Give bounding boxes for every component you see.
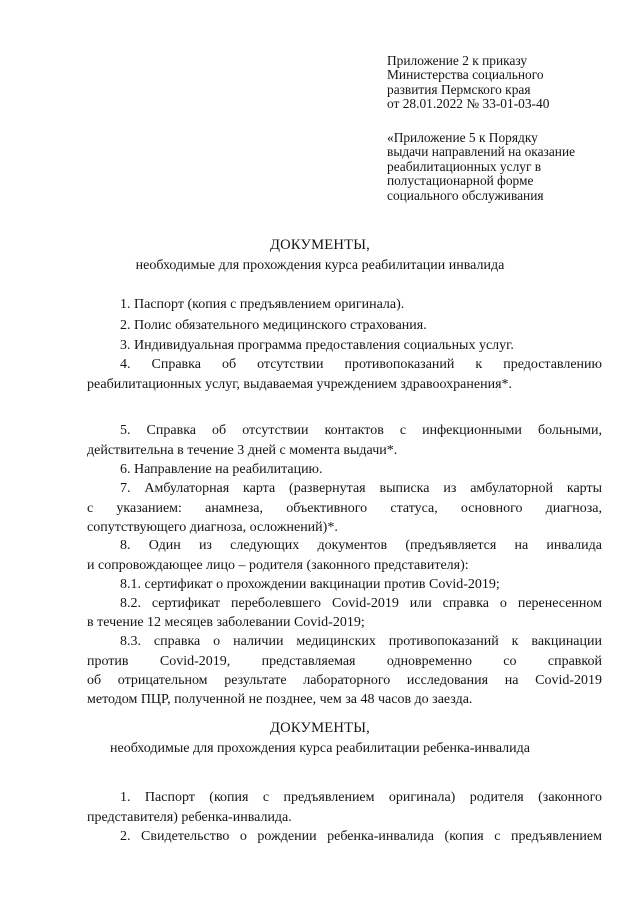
section-subtitle: необходимые для прохождения курса реабилитации ребенка-инвалида <box>110 741 530 756</box>
list-item-continuation: в течение 12 месяцев заболевании Covid-2019; <box>87 615 365 630</box>
annex-reference <box>387 131 575 203</box>
annex-line: полустационарной форме <box>387 173 534 189</box>
list-item: 4. Справка об отсутствии противопоказаний к предоставлению <box>120 357 602 372</box>
annex-line: от 28.01.2022 № 33-01-03-40 <box>387 96 550 112</box>
list-item-continuation: представителя) ребенка-инвалида. <box>87 810 292 825</box>
annex-line: выдачи направлений на оказание <box>387 144 576 160</box>
list-item: 8.1. сертификат о прохождении вакцинации против Covid-2019; <box>120 577 500 592</box>
list-item: 3. Индивидуальная программа предоставления социальных услуг. <box>120 338 514 353</box>
list-item: 6. Направление на реабилитацию. <box>120 462 323 477</box>
list-item-continuation: методом ПЦР, полученной не позднее, чем за 48 часов до заезда. <box>87 692 473 707</box>
list-item-continuation: реабилитационных услуг, выдаваемая учреждением здравоохранения*. <box>87 377 513 392</box>
list-item-continuation: действительна в течение 3 дней с момента выдачи*. <box>87 443 398 458</box>
section-title: ДОКУМЕНТЫ, <box>270 720 370 736</box>
list-item: 1. Паспорт (копия с предъявлением оригинала) родителя (законного <box>120 790 602 805</box>
list-item: 2. Полис обязательного медицинского страхования. <box>120 318 427 333</box>
list-item: 5. Справка об отсутствии контактов с инфекционными больными, <box>120 423 602 438</box>
annex-line: развития Пермского края <box>387 81 531 97</box>
annex-line: Министерства социального <box>387 67 544 83</box>
list-item: 1. Паспорт (копия с предъявлением оригинала). <box>120 297 405 312</box>
section-title: ДОКУМЕНТЫ, <box>270 237 370 253</box>
annex-header <box>387 54 549 112</box>
list-item: 8.2. сертификат переболевшего Covid-2019 или справка о перенесенном <box>120 596 602 611</box>
list-item-continuation: об отрицательном результате лабораторного исследования на Covid-2019 <box>87 673 602 688</box>
annex-line: социального обслуживания <box>387 187 544 203</box>
section-subtitle: необходимые для прохождения курса реабилитации инвалида <box>135 258 505 273</box>
list-item: 2. Свидетельство о рождении ребенка-инвалида (копия с предъявлением <box>120 829 602 844</box>
list-item-continuation: сопутствующего диагноза, осложнений)*. <box>87 520 338 535</box>
annex-line: Приложение 2 к приказу <box>387 53 528 68</box>
list-item-continuation: против Covid-2019, представляемая одновременно со справкой <box>87 654 602 669</box>
annex-line: «Приложение 5 к Порядку <box>387 130 538 145</box>
list-item: 8. Один из следующих документов (предъявляется на инвалида <box>120 538 602 553</box>
list-item: 8.3. справка о наличии медицинских противопоказаний к вакцинации <box>120 634 602 649</box>
list-item-continuation: с указанием: анамнеза, объективного статуса, основного диагноза, <box>87 501 602 516</box>
list-item-continuation: и сопровождающее лицо – родителя (законного представителя): <box>87 558 469 573</box>
annex-line: реабилитационных услуг в <box>387 158 542 174</box>
list-item: 7. Амбулаторная карта (развернутая выписка из амбулаторной карты <box>120 481 602 496</box>
